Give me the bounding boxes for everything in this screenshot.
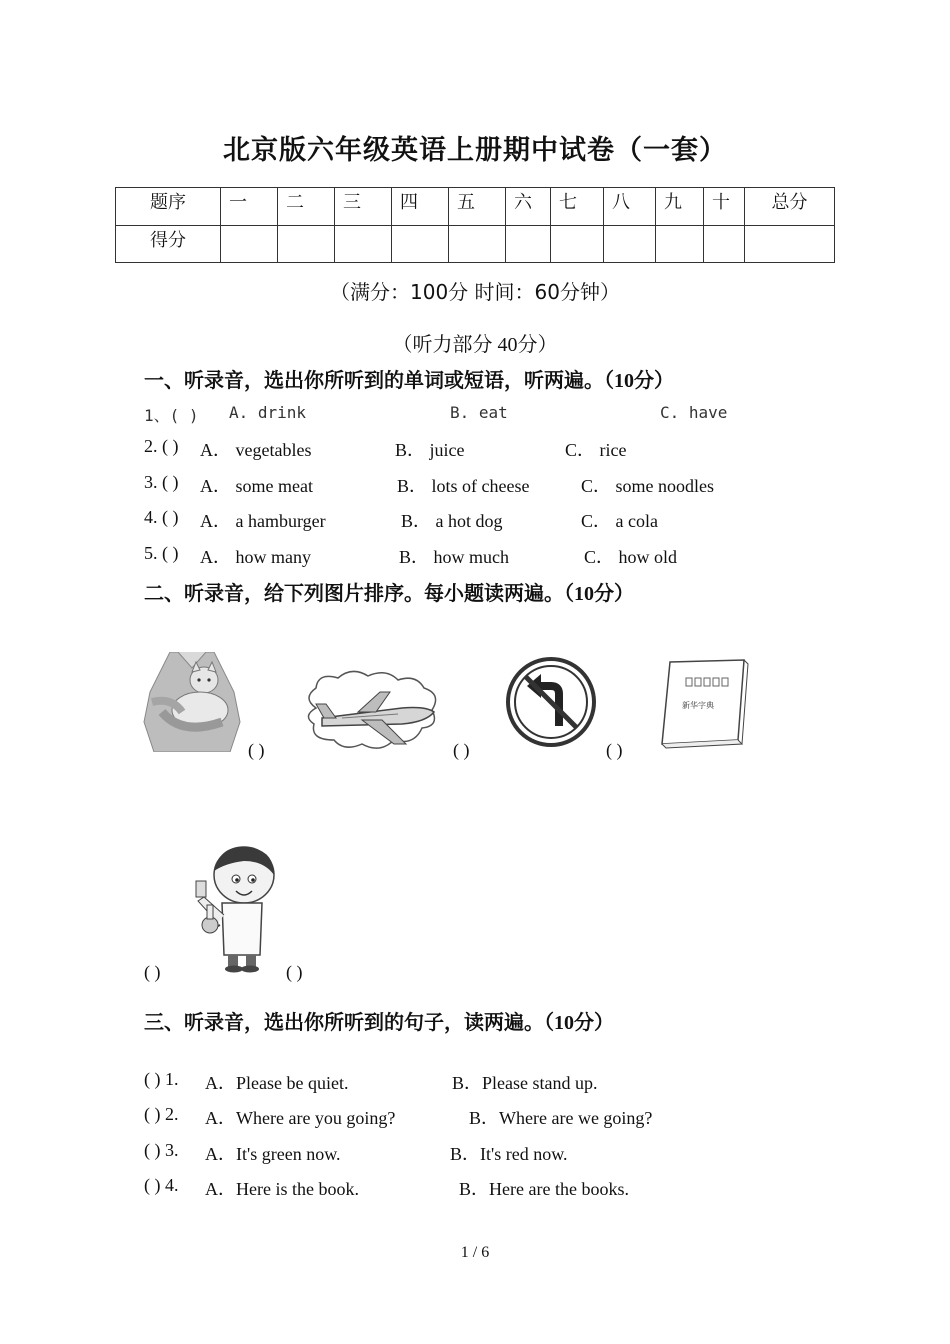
s3-q2-option-b: B．Where are we going? [469, 1108, 653, 1128]
q4-option-a: A． a hamburger [200, 511, 326, 531]
q2-option-b: B． juice [395, 440, 465, 460]
score-table-score-row [116, 225, 835, 263]
score-cell[interactable] [704, 225, 745, 263]
section2-heading: 二、听录音，给下列图片排序。每小题读两遍。（10分） [144, 583, 634, 605]
score-table [115, 187, 835, 263]
q2-option-c: C． rice [565, 440, 627, 460]
score-table-header-row [116, 188, 835, 226]
section1-heading: 一、听录音，选出你所听到的单词或短语，听两遍。（10分） [144, 370, 674, 392]
pic5-answer-blank[interactable]: ( ) [286, 962, 303, 982]
score-cell[interactable] [278, 225, 335, 263]
s3-q1-option-a: A．Please be quiet. [205, 1073, 349, 1093]
person-with-cat-icon [142, 652, 242, 752]
score-cell[interactable] [506, 225, 551, 263]
s3-q1-number: ( ) 1. [144, 1069, 179, 1089]
s3-q1-option-b: B．Please stand up. [452, 1073, 598, 1093]
q3-option-c: C． some noodles [581, 476, 714, 496]
q5-option-b: B． how much [399, 547, 509, 567]
score-cell[interactable] [221, 225, 278, 263]
score-table-header-cell: 一 [221, 188, 278, 226]
q1-option-a: A. drink [229, 403, 307, 422]
pic3-answer-blank[interactable]: ( ) [606, 740, 623, 760]
q2-number: 2. ( ) [144, 436, 179, 456]
pic4-answer-blank[interactable]: ( ) [144, 962, 161, 982]
s3-q3-number: ( ) 3. [144, 1140, 179, 1160]
score-table-header-cell: 总分 [745, 188, 835, 226]
s3-q4-option-b: B．Here are the books. [459, 1179, 629, 1199]
score-table-header-cell: 八 [604, 188, 656, 226]
boy-scientist-icon [190, 845, 278, 973]
page-title: 北京版六年级英语上册期中试卷（一套） [223, 135, 727, 165]
score-table-header-cell: 七 [551, 188, 604, 226]
score-cell[interactable] [656, 225, 704, 263]
dictionary-icon [656, 658, 752, 750]
s3-q3-option-b: B．It's red now. [450, 1144, 568, 1164]
q3-option-a: A． some meat [200, 476, 313, 496]
q4-option-b: B． a hot dog [401, 511, 503, 531]
score-table-header-cell: 六 [506, 188, 551, 226]
q4-number: 4. ( ) [144, 507, 179, 527]
q1-number: 1、( ) [144, 406, 199, 425]
q5-option-a: A． how many [200, 547, 311, 567]
listening-part-label: （听力部分 40分） [392, 334, 558, 356]
score-table-header-cell: 五 [449, 188, 506, 226]
q1-option-c: C. have [660, 403, 728, 422]
score-table-header-cell: 二 [278, 188, 335, 226]
score-table-header-cell: 三 [335, 188, 392, 226]
score-cell[interactable] [335, 225, 392, 263]
pic2-answer-blank[interactable]: ( ) [453, 740, 470, 760]
s3-q4-option-a: A．Here is the book. [205, 1179, 359, 1199]
score-cell[interactable] [449, 225, 506, 263]
s3-q3-option-a: A．It's green now. [205, 1144, 341, 1164]
q1-option-b: B. eat [450, 403, 508, 422]
s3-q4-number: ( ) 4. [144, 1175, 179, 1195]
score-cell[interactable] [551, 225, 604, 263]
page-number: 1 / 6 [460, 1244, 490, 1261]
q3-number: 3. ( ) [144, 472, 179, 492]
s3-q2-number: ( ) 2. [144, 1104, 179, 1124]
q3-option-b: B． lots of cheese [397, 476, 530, 496]
no-left-turn-sign-icon [505, 656, 597, 748]
q4-option-c: C． a cola [581, 511, 658, 531]
score-table-header-cell: 题序 [116, 188, 221, 226]
score-cell[interactable] [392, 225, 449, 263]
exam-info: （满分：100分 时间：60分钟） [330, 280, 620, 304]
dictionary-cover-text: 新华字典 [682, 701, 714, 710]
score-table-header-cell: 十 [704, 188, 745, 226]
airplane-icon [302, 668, 444, 756]
score-cell[interactable] [604, 225, 656, 263]
q5-number: 5. ( ) [144, 543, 179, 563]
score-table-header-cell: 四 [392, 188, 449, 226]
s3-q2-option-a: A．Where are you going? [205, 1108, 396, 1128]
score-cell[interactable] [745, 225, 835, 263]
q5-option-c: C． how old [584, 547, 678, 567]
score-table-header-cell: 九 [656, 188, 704, 226]
section3-heading: 三、听录音，选出你所听到的句子，读两遍。（10分） [144, 1012, 614, 1034]
score-table-row-label: 得分 [116, 225, 221, 263]
q2-option-a: A． vegetables [200, 440, 312, 460]
pic1-answer-blank[interactable]: ( ) [248, 740, 265, 760]
